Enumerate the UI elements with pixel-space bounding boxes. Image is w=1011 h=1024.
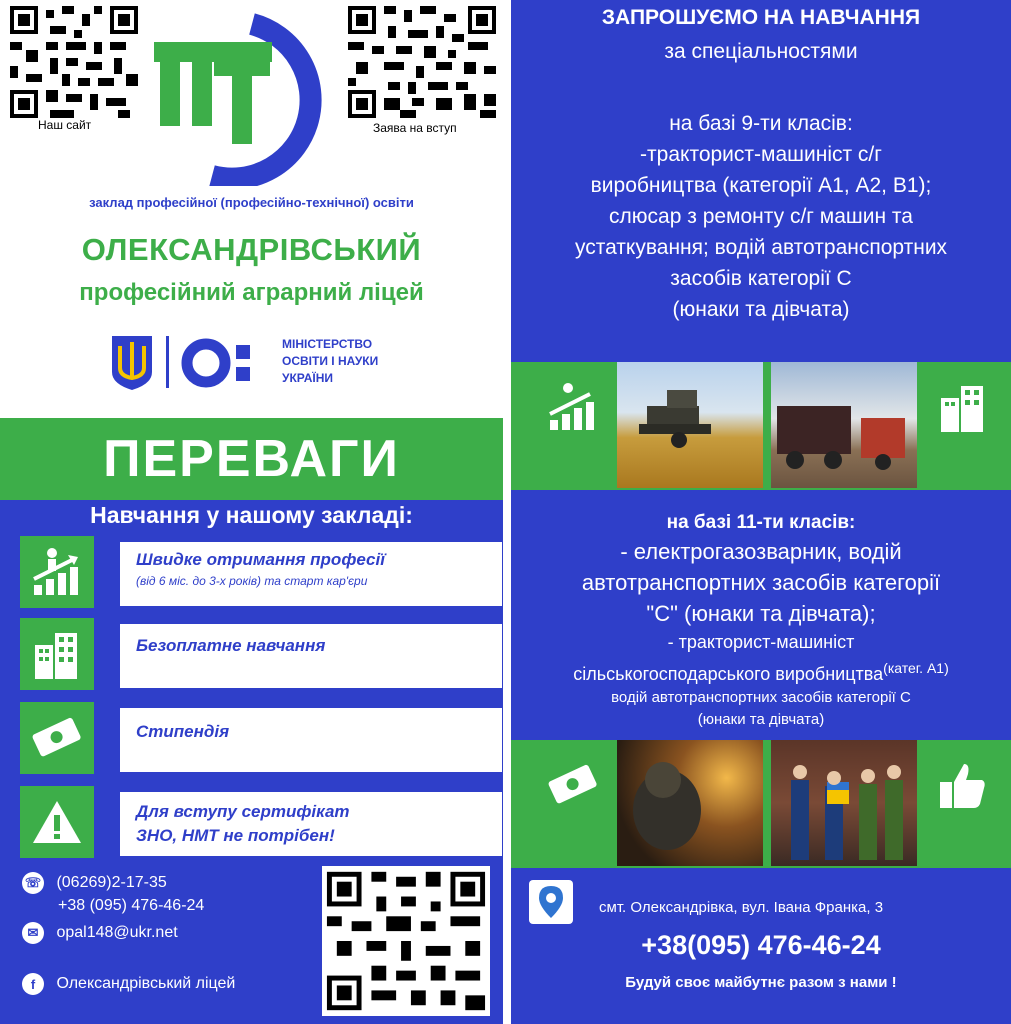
ministry-divider	[166, 336, 169, 388]
feature-title: Швидке отримання професії	[136, 550, 385, 569]
invite-subtitle: за спеціальностями	[664, 40, 858, 63]
warning-icon	[20, 786, 94, 858]
facebook-link[interactable]: Олександрівський ліцей	[56, 975, 236, 993]
qr-code-bottom-icon	[322, 866, 490, 1016]
base11-line-5-main: сільськогосподарського виробництва	[573, 664, 884, 684]
base9-line-4: устаткування; водій автотранспортних	[574, 236, 948, 259]
feature-no-certificate-box	[120, 792, 502, 860]
base9-line-3: слюсар з ремонту с/г машин та	[609, 205, 913, 228]
truck-photo	[771, 362, 917, 488]
phone-icon: ☏	[22, 872, 44, 894]
contact-phone-large[interactable]: +38(095) 476-46-24	[641, 930, 881, 960]
base11-line-4: - тракторист-машиніст	[667, 632, 855, 652]
facebook-icon: f	[22, 973, 44, 995]
career-growth-icon	[529, 362, 617, 452]
base9-block	[511, 108, 1011, 325]
feature-title: Стипендія	[136, 722, 230, 741]
buildings-icon	[20, 618, 94, 690]
email-link[interactable]: opal148@ukr.net	[56, 924, 178, 942]
career-growth-icon	[20, 536, 94, 608]
feature-scholarship	[20, 702, 502, 774]
base11-line-7: (юнаки та дівчата)	[697, 711, 825, 728]
base9-header: на базі 9-ти класів:	[669, 112, 853, 135]
qr-code-site[interactable]	[10, 6, 138, 118]
advantages-banner	[0, 418, 503, 500]
base11-line-6: водій автотранспортних засобів категорії С	[611, 689, 911, 706]
lyceum-logo	[152, 10, 330, 186]
phone-1[interactable]: (06269)2-17-35	[56, 874, 167, 892]
institution-subtitle: професійний аграрний ліцей	[79, 279, 424, 306]
students-photo	[771, 740, 917, 866]
money-icon	[529, 740, 617, 830]
ministry-logo	[110, 332, 410, 394]
harvester-photo	[617, 362, 763, 488]
feature-fast-profession	[20, 536, 502, 608]
location-icon	[529, 880, 573, 924]
study-header: Навчання у нашому закладі:	[90, 502, 413, 528]
ministry-line-3: УКРАЇНИ	[282, 371, 334, 385]
feature-subtitle: (від 6 міс. до 3-х років) та старт кар'єри	[136, 574, 368, 588]
base11-line-3: "С" (юнаки та дівчата);	[646, 601, 876, 626]
feature-title-line-2: ЗНО, НМТ не потрібен!	[136, 826, 335, 845]
contact-email	[22, 922, 178, 944]
lyceum-logo-icon	[152, 10, 330, 186]
base11-line-5-small: (катег. А1)	[883, 660, 949, 676]
email-icon: ✉	[22, 922, 44, 944]
base9-line-2: виробництва (категорії А1, А2, В1);	[590, 174, 932, 197]
buildings-icon	[919, 362, 1007, 452]
mon-logo-icon	[180, 337, 264, 389]
ministry-line-2: ОСВІТИ І НАУКИ	[282, 354, 379, 368]
right-panel	[511, 0, 1011, 1024]
feature-title: Безоплатне навчання	[136, 636, 326, 655]
base11-line-5	[511, 655, 1011, 687]
qr-code-apply[interactable]	[348, 6, 496, 118]
invite-title: ЗАПРОШУЄМО НА НАВЧАННЯ	[601, 6, 921, 29]
qr-site-label: Наш сайт	[38, 118, 92, 132]
base9-line-5: засобів категорії С	[670, 267, 852, 290]
feature-no-certificate	[20, 786, 502, 858]
thumbs-up-icon	[919, 740, 1007, 830]
feature-fast-profession-box	[120, 542, 502, 610]
base9-line-1: -тракторист-машиніст с/г	[640, 143, 882, 166]
feature-free-education	[20, 618, 502, 690]
ministry-line-1: МІНІСТЕРСТВО	[282, 337, 373, 351]
left-panel	[0, 0, 503, 1024]
qr-code-site-icon	[10, 6, 138, 118]
phone-2[interactable]: +38 (095) 476-46-24	[58, 897, 205, 914]
money-icon	[20, 702, 94, 774]
base11-block	[511, 510, 1011, 731]
qr-code-apply-icon	[348, 6, 496, 118]
base11-line-2: автотранспортних засобів категорії	[581, 570, 941, 595]
base9-line-6: (юнаки та дівчата)	[672, 298, 850, 321]
contact-phone	[22, 872, 167, 894]
base11-header: на базі 11-ти класів:	[666, 512, 856, 533]
address: смт. Олександрівка, вул. Івана Франка, 3	[599, 899, 884, 916]
slogan: Будуй своє майбутнє разом з нами !	[625, 974, 897, 991]
feature-scholarship-box	[120, 708, 502, 776]
advantages-title: ПЕРЕВАГИ	[103, 430, 400, 488]
institution-type: заклад професійної (професійно-технічної) освіти	[89, 195, 414, 210]
welder-photo	[617, 740, 763, 866]
institution-name: ОЛЕКСАНДРІВСЬКИЙ	[81, 232, 422, 267]
ministry-name	[282, 336, 378, 387]
qr-code-bottom[interactable]	[322, 866, 490, 1016]
qr-apply-label: Заява на вступ	[373, 121, 457, 135]
feature-free-education-box	[120, 624, 502, 692]
trident-icon	[110, 332, 154, 392]
base11-line-1: - електрогазозварник, водій	[620, 539, 902, 564]
feature-title: Для вступу сертифікат	[136, 802, 350, 821]
contact-facebook	[22, 973, 235, 995]
